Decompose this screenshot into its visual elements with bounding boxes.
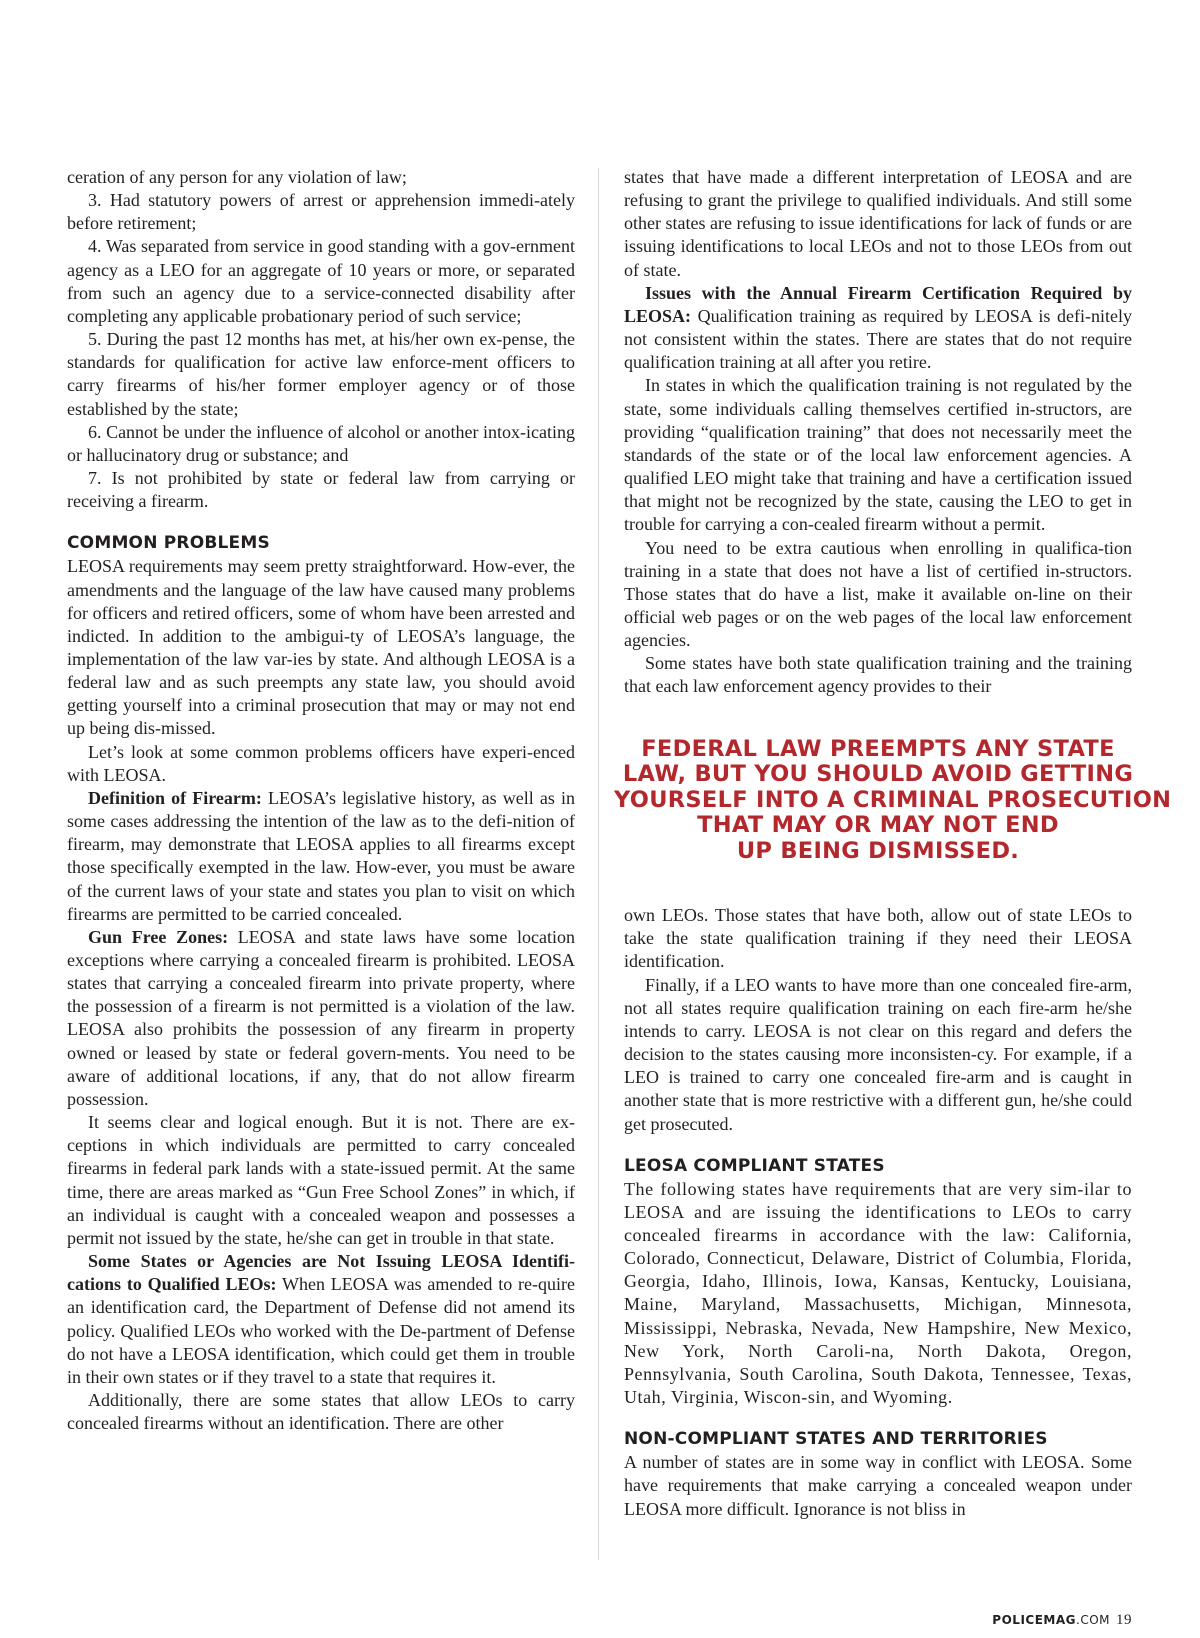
heading-compliant-states: LEOSA COMPLIANT STATES (624, 1155, 885, 1176)
footer-brand: POLICEMAG (992, 1613, 1076, 1627)
column-divider (598, 168, 599, 1560)
paragraph-look: Let’s look at some common problems officers have experi-enced with LEOSA. (67, 741, 575, 785)
pull-quote-line: THAT MAY OR MAY NOT END (697, 812, 1059, 839)
paragraph-cautious: You need to be extra cautious when enrolling in qualifica-tion training in a state that does not have a list of certified in-structors. Those states that do have a list, make it available on-line on their official web pages or on the web pages of the local law enforcement agencies. (624, 537, 1132, 651)
list-item-6: 6. Cannot be under the influence of alcohol or another intox-icating or hallucinatory drug or substance; and (67, 421, 575, 465)
paragraph-clear: It seems clear and logical enough. But it is not. There are ex-ceptions in which individuals are permitted to carry concealed firearms in federal park lands with a state-issued permit. At the same time, there are areas marked as “Gun Free School Zones” in which, if an individual is caught with a concealed weapon and possesses a permit not issued by the state, he/she can get in trouble in that state. (67, 1112, 575, 1248)
definition-text: LEOSA’s legislative history, as well as in some cases addressing the intention of the law as to the defi-nition of firearm, may demonstrate that LEOSA applies to all firearms except those specifically exempted in the law. How-ever, you must be aware of the current laws of your state and states you plan to visit on which firearms are permitted to be carried concealed. (67, 787, 575, 924)
paragraph-compliant: The following states have requirements that are very sim-ilar to LEOSA and are issuing the identifications to LEOs to carry concealed firearms in accordance with the law: California, Colorado, Connecticut, Delaware, District of Columbia, Florida, Georgia, Idaho, Illinois, Iowa, Kansas, Kentucky, Louisiana, Maine, Maryland, Massachusetts, Michigan, Minnesota, Mississippi, Nebraska, Nevada, New Hampshire, New Mexico, New York, North Caroli-na, North Dakota, Oregon, Pennsylvania, South Carolina, South Dakota, Tennessee, Texas, Utah, Virginia, Wiscon-sin, and Wyoming. (624, 1178, 1132, 1408)
identifications-text: When LEOSA was amended to re-quire an identification card, the Department of Defense did not amend its policy. Qualified LEOs who worked with the De-partment of Defense do not have a LEOSA identification, which could get them in trouble in their own states or if they travel to a state that requires it. (67, 1274, 575, 1387)
identifications-label: Some States or Agencies are Not Issuing LEOSA Identifi-cations to Qualified LEOs: (67, 1251, 575, 1295)
right-column (614, 166, 1172, 1521)
compliant-states-block (624, 1178, 1132, 1410)
list-item-4: 4. Was separated from service in good standing with a gov-ernment agency as a LEO for an aggregate of 10 years or more, or separated from such an agency due to a service-connected disability after completing any applicable probationary period of such service; (67, 236, 575, 326)
heading-non-compliant: NON-COMPLIANT STATES AND TERRITORIES (624, 1429, 1048, 1450)
pull-quote-line: UP BEING DISMISSED. (736, 837, 1020, 864)
paragraph-finally: Finally, if a LEO wants to have more than one concealed fire-arm, not all states require qualification training on each fire-arm he/she intends to carry. LEOSA is not clear on this regard and defers the decision to the states causing more inconsisten-cy. For example, if a LEO is trained to carry one concealed fire-arm and is caught in another state that is more restrictive with a different gun, he/she could get prosecuted. (624, 974, 1132, 1134)
paragraph-definition (67, 787, 575, 926)
list-item-3: 3. Had statutory powers of arrest or apprehension immedi-ately before retirement; (67, 190, 575, 234)
paragraph-common: LEOSA requirements may seem pretty straightforward. How-ever, the amendments and the language of the law have caused many problems for officers and retired officers, some of whom have been arrested and indicted. In addition to the ambigui-ty of LEOSA’s language, the implementation of the law var-ies by state. And although LEOSA is a federal law and as such preempts any state law, you should avoid getting yourself into a criminal prosecution that may or may not end up being dis-missed. (67, 556, 575, 739)
certification-text: Qualification training as required by LEOSA is defi-nitely not consistent within the states. There are states that do not require qualification training at all after you retire. (624, 305, 1132, 373)
gun-free-zones-text: LEOSA and state laws have some location exceptions where carrying a concealed firearm is prohibited. LEOSA states that carrying a concealed firearm into private property, where the possession of a firearm is not permitted is a violation of the law. LEOSA also prohibits the possession of any firearm in property owned or leased by state or federal govern-ments. You need to be aware of additional locations, if any, that do not allow firearm possession. (67, 926, 575, 1109)
paragraph-own: own LEOs. Those states that have both, allow out of state LEOs to take the state qualification training if they need their LEOSA identification. (624, 905, 1132, 972)
page-number: 19 (1116, 1612, 1132, 1628)
pull-quote-line: YOURSELF INTO A CRIMINAL PROSECUTION (614, 786, 1172, 813)
definition-label: Definition of Firearm: (88, 787, 262, 808)
heading-common-problems: COMMON PROBLEMS (67, 533, 270, 554)
paragraph-regulated: In states in which the qualification training is not regulated by the state, some individuals calling themselves certified in-structors, are providing “qualification training” that does not necessarily meet the standards of the state or of the local law enforcement agencies. A qualified LEO might take that training and have a certification issued that might not be recognized by the state, causing the LEO to get in trouble for carrying a con-cealed firearm without a permit. (624, 375, 1132, 535)
paragraph-non-compliant: A number of states are in some way in conflict with LEOSA. Some have requirements that make carrying a concealed weapon under LEOSA more difficult. Ignorance is not bliss in (624, 1452, 1132, 1519)
paragraph-both: Some states have both state qualification training and the training that each law enforcement agency provides to their (624, 653, 1132, 697)
pull-quote-line: LAW, BUT YOU SHOULD AVOID GETTING (622, 761, 1134, 788)
paragraph-identifications (67, 1250, 575, 1389)
pull-quote (614, 735, 1172, 865)
list-item-5: 5. During the past 12 months has met, at his/her own ex-pense, the standards for qualification for active law enforce-ment officers to carry firearms of his/her former employer agency or of those established by the state; (67, 329, 575, 419)
paragraph-states: states that have made a different interpretation of LEOSA and are refusing to grant the privilege to qualified individuals. And still some other states are refusing to issue identifications for lack of funds or are issuing identifications to local LEOs and not to those LEOs from out of state. (624, 167, 1132, 280)
left-column (67, 166, 575, 1435)
pull-quote-line: FEDERAL LAW PREEMPTS ANY STATE (641, 735, 1115, 762)
paragraph-additionally: Additionally, there are some states that allow LEOs to carry concealed firearms without an identification. There are other (67, 1389, 575, 1434)
list-item-7: 7. Is not prohibited by state or federal law from carrying or receiving a firearm. (67, 468, 575, 512)
paragraph-certification (624, 282, 1132, 375)
paragraph-gun-free-zones (67, 926, 575, 1111)
paragraph-intro: ceration of any person for any violation of law; (67, 167, 407, 187)
gun-free-zones-label: Gun Free Zones: (88, 926, 229, 947)
certification-label: Issues with the Annual Firearm Certification Required by LEOSA: (624, 282, 1132, 326)
footer-domain: .COM (1076, 1613, 1110, 1627)
page-footer (992, 1612, 1132, 1629)
